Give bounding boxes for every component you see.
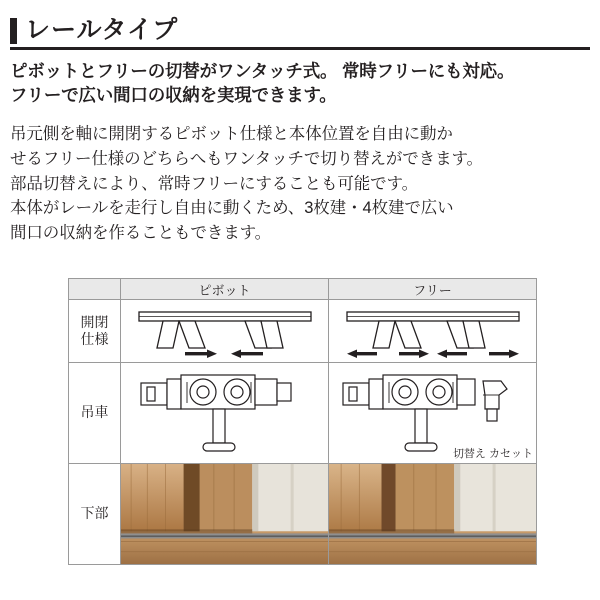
cassette-callout <box>453 448 533 461</box>
header-free: フリー <box>329 279 537 300</box>
table-row <box>69 363 537 464</box>
row-label-hanger <box>69 363 121 464</box>
row-label-line-1: 開閉 <box>80 313 109 330</box>
body-line-4: 本体がレールを走行し自由に動くため、3枚建・4枚建で広い <box>10 199 454 218</box>
free-open-close-diagram <box>335 302 531 360</box>
table-row <box>69 464 537 565</box>
table-row <box>69 300 537 363</box>
callout-line-2: カセット <box>489 448 533 461</box>
cell-free-hanger <box>329 363 537 464</box>
lead-line-1: ピボットとフリーの切替がワンタッチ式。 常時フリーにも対応。 <box>10 61 515 81</box>
comparison-table <box>68 278 537 565</box>
row-label-line-2: 仕様 <box>80 331 109 347</box>
body-line-2: せるフリー仕様のどちらへもワンタッチで切り替えができます。 <box>10 149 483 168</box>
cell-pivot-bottom-photo <box>121 464 329 565</box>
page-title-text: レールタイプ <box>25 16 179 44</box>
row-label-line-1: 下部 <box>80 505 109 522</box>
free-bottom-photo <box>329 464 536 564</box>
pivot-hanger-roller-diagram <box>125 365 325 461</box>
lead-copy <box>10 60 594 107</box>
header-blank <box>69 279 121 300</box>
pivot-bottom-photo <box>121 464 328 564</box>
cell-pivot-open-close <box>121 300 329 363</box>
page-title <box>10 14 590 50</box>
cell-pivot-hanger <box>121 363 329 464</box>
free-hanger-roller-diagram <box>333 365 533 461</box>
header-pivot: ピボット <box>121 279 329 300</box>
body-copy <box>10 122 594 246</box>
row-label-bottom <box>69 464 121 565</box>
row-label-line-1: 吊車 <box>80 404 109 421</box>
body-line-1: 吊元側を軸に開閉するピボット仕様と本体位置を自由に動か <box>10 125 453 143</box>
cell-free-bottom-photo <box>329 464 537 565</box>
lead-line-2: フリーで広い間口の収納を実現できます。 <box>10 84 337 105</box>
body-line-3: 部品切替えにより、常時フリーにすることも可能です。 <box>10 174 419 193</box>
body-line-5: 間口の収納を作ることもできます。 <box>10 224 272 242</box>
table-header-row <box>69 279 537 300</box>
title-accent-bar <box>10 18 17 44</box>
callout-line-1: 切替え <box>452 448 486 461</box>
cell-free-open-close <box>329 300 537 363</box>
pivot-open-close-diagram <box>127 302 323 360</box>
row-label-open-close <box>69 300 121 363</box>
